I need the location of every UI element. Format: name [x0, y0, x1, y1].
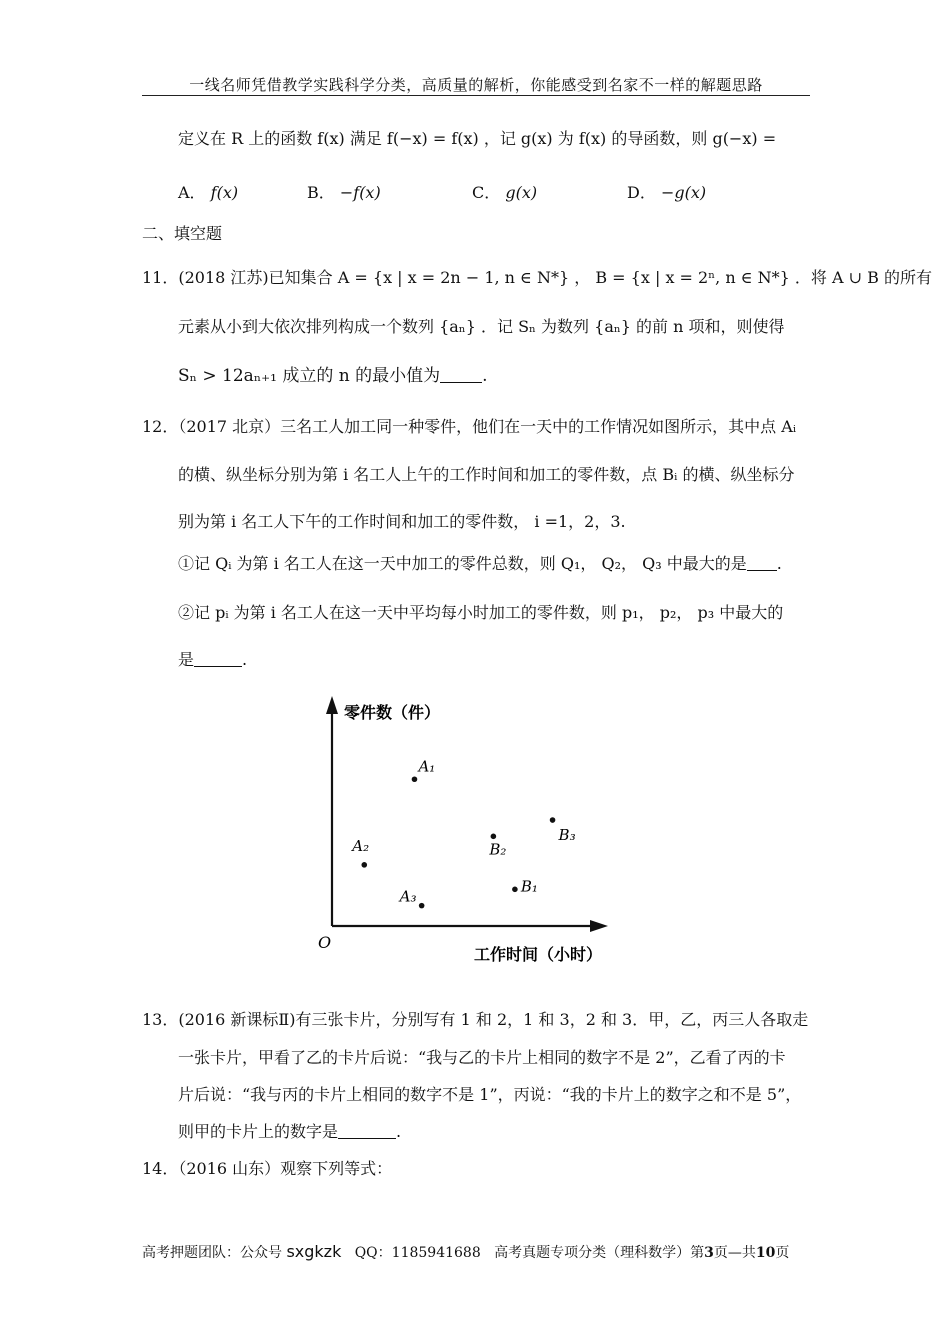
question-text: 是	[178, 650, 195, 669]
option-label: B．	[307, 183, 335, 202]
option-value: −g(x)	[660, 183, 707, 202]
q10-stem: 定义在 R 上的函数 f(x) 满足 f(−x) = f(x) ，记 g(x) 为 f(x) 的导函数，则 g(−x) =	[178, 129, 777, 148]
q10-option-c	[472, 180, 537, 203]
y-axis-arrow	[326, 696, 338, 714]
question-number: 12．	[142, 417, 179, 436]
footer-page-total: 10	[755, 1245, 776, 1261]
point-b3	[550, 817, 556, 823]
period: .	[242, 650, 248, 669]
footer-middle: 页—共	[713, 1245, 756, 1261]
point-b1	[512, 887, 518, 893]
point-label: A₃	[399, 887, 417, 906]
period: .	[482, 366, 488, 386]
point-b2	[491, 834, 497, 840]
x-axis-label: 工作时间（小时）	[474, 945, 603, 964]
question-number: 11．	[142, 268, 179, 287]
header-divider	[142, 95, 810, 96]
option-value: g(x)	[505, 183, 538, 202]
option-value: −f(x)	[339, 183, 381, 202]
point-a3	[419, 903, 425, 909]
q10-option-d	[627, 180, 706, 203]
q12-line-3: 别为第 i 名工人下午的工作时间和加工的零件数， i =1，2，3.	[178, 512, 626, 531]
question-text: (2016 新课标Ⅱ)有三张卡片，分别写有 1 和 2，1 和 3，2 和 3．甲，乙，丙三人各取走	[178, 1010, 809, 1029]
question-text: (2018 江苏)已知集合 A = {x | x = 2n − 1, n ∈ N*} ， B = {x | x = 2ⁿ, n ∈ N*} ．将 A ∪ B 的所有	[178, 268, 932, 287]
section-title: 二、填空题	[142, 224, 223, 243]
period: .	[776, 554, 782, 573]
answer-blank[interactable]	[747, 556, 777, 571]
question-number: 13．	[142, 1010, 179, 1029]
point-a1	[412, 776, 418, 782]
q10-option-b	[307, 180, 381, 203]
footer-qq: QQ：1185941688	[354, 1245, 481, 1261]
point-a2	[361, 862, 367, 868]
q12-line-1	[142, 417, 796, 437]
answer-blank[interactable]	[194, 652, 242, 667]
q13-line-4	[178, 1122, 401, 1142]
q10-option-a	[178, 180, 238, 203]
option-label: D．	[627, 183, 656, 202]
q11-line-3	[178, 366, 488, 386]
q12-sub-2-line-2	[178, 650, 247, 670]
option-label: A．	[178, 183, 206, 202]
x-axis-arrow	[590, 920, 608, 932]
footer-team: 高考押题团队：公众号	[142, 1245, 282, 1261]
footer-end: 页	[775, 1245, 790, 1261]
point-label: A₂	[352, 836, 370, 855]
page-footer	[142, 1242, 789, 1262]
footer-brand: sxgkzk	[286, 1242, 342, 1261]
question-text: ①记 Qᵢ 为第 i 名工人在这一天中加工的零件总数，则 Q₁， Q₂， Q₃ 中最大的是	[178, 554, 747, 573]
footer-page-number: 3	[704, 1245, 714, 1261]
q11-line-1	[142, 268, 932, 288]
answer-blank[interactable]	[440, 368, 482, 383]
q13-line-3: 片后说：“我与丙的卡片上相同的数字不是 1”，丙说：“我的卡片上的数字之和不是 5”，	[178, 1085, 802, 1104]
y-axis-label: 零件数（件）	[344, 703, 441, 722]
point-label: A₁	[418, 757, 436, 776]
option-value: f(x)	[210, 183, 239, 202]
page-header: 一线名师凭借教学实践科学分类，高质量的解析，你能感受到名家不一样的解题思路	[189, 76, 763, 94]
q14-line-1	[142, 1159, 392, 1179]
point-label: B₁	[520, 877, 538, 896]
q12-sub-2: ②记 pᵢ 为第 i 名工人在这一天中平均每小时加工的零件数，则 p₁， p₂， p₃ 中最大的	[178, 603, 784, 622]
footer-title: 高考真题专项分类（理科数学）第	[494, 1245, 705, 1261]
question-number: 14．	[142, 1159, 179, 1178]
work-scatter-chart	[300, 690, 630, 975]
data-points	[350, 757, 575, 908]
q12-line-2: 的横、纵坐标分别为第 i 名工人上午的工作时间和加工的零件数，点 Bᵢ 的横、纵坐标分	[178, 465, 795, 484]
question-text: （2016 山东）观察下列等式：	[178, 1159, 393, 1178]
question-text: （2017 北京）三名工人加工同一种零件，他们在一天中的工作情况如图所示，其中点 Aᵢ	[178, 417, 797, 436]
point-label: B₂	[489, 840, 507, 859]
q11-line-2: 元素从小到大依次排列构成一个数列 {aₙ} ．记 Sₙ 为数列 {aₙ} 的前 n 项和，则使得	[178, 317, 785, 336]
option-label: C．	[472, 183, 501, 202]
period: .	[396, 1122, 402, 1141]
question-text: Sₙ > 12aₙ₊₁ 成立的 n 的最小值为	[178, 366, 441, 386]
q13-line-2: 一张卡片，甲看了乙的卡片后说：“我与乙的卡片上相同的数字不是 2”，乙看了丙的卡	[178, 1048, 786, 1067]
origin-label: O	[318, 933, 332, 952]
question-text: 则甲的卡片上的数字是	[178, 1122, 339, 1141]
q13-line-1	[142, 1010, 808, 1030]
point-label: B₃	[558, 826, 576, 845]
q12-sub-1	[178, 554, 782, 574]
answer-blank[interactable]	[338, 1124, 396, 1139]
